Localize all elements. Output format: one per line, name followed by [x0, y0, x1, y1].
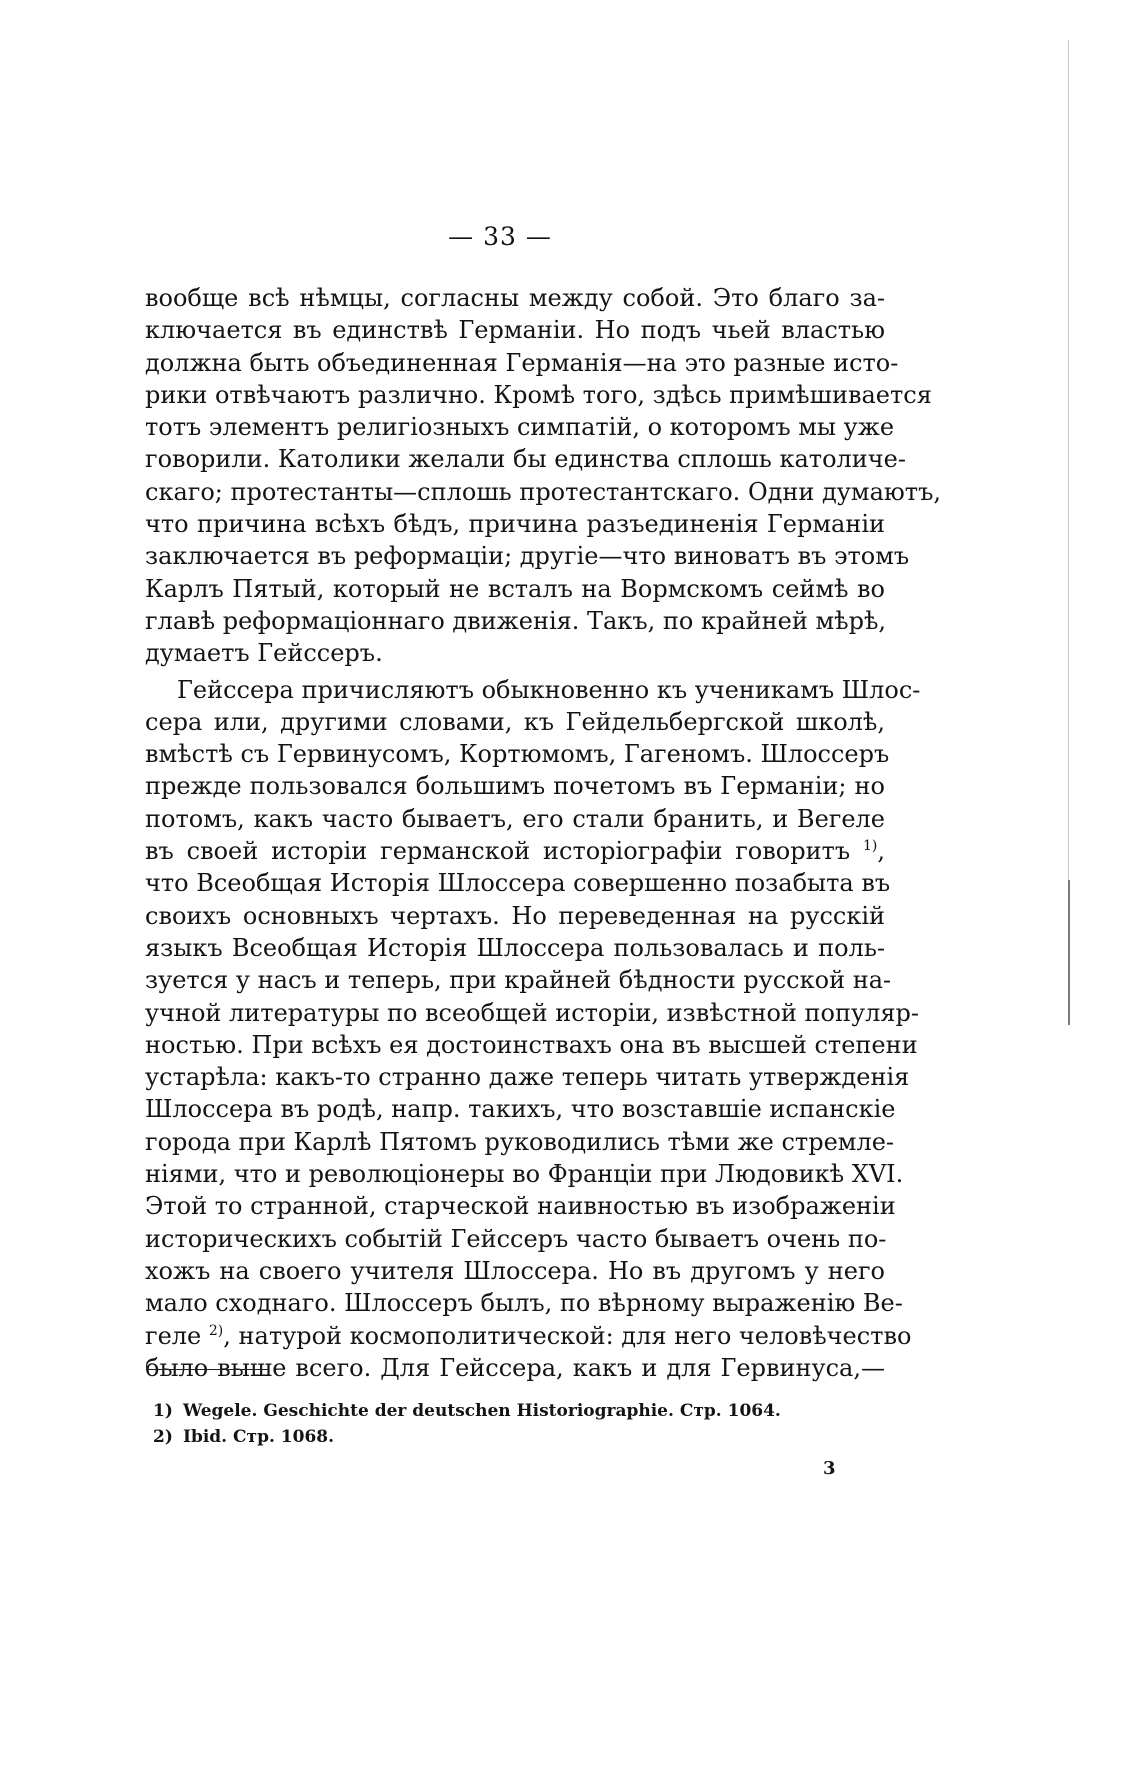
text-line: своихъ основныхъ чертахъ. Но переведенная на русскій — [145, 901, 885, 930]
text-line: тотъ элементъ религіозныхъ симпатій, о которомъ мы уже — [145, 413, 895, 442]
text-line: вообще всѣ нѣмцы, согласны между собой. Это благо за- — [145, 284, 885, 312]
body-text — [145, 282, 941, 1384]
text-line: хожъ на своего учителя Шлоссера. Но въ другомъ у него — [145, 1256, 885, 1285]
margin-scan-edge — [1068, 40, 1069, 1020]
text-line: говорили. Католики желали бы единства сплошь католиче- — [145, 445, 906, 474]
text-line: ніями, что и революціонеры во Франціи при Людовикѣ XVI. — [145, 1160, 904, 1189]
footnote-mark: 2) — [153, 1427, 173, 1447]
text-line: города при Карлѣ Пятомъ руководились тѣми же стремле- — [145, 1127, 895, 1156]
text-line: было выше всего. Для Гейссера, какъ и для Гервинуса,— — [145, 1353, 885, 1382]
text-line: Этой то странной, старческой наивностью въ изображеніи — [145, 1192, 896, 1221]
text-line-with-footnote-ref — [145, 1320, 912, 1352]
text-line: скаго; протестанты—сплошь протестантскаго. Одни думаютъ, — [145, 477, 941, 506]
text-line: ключается въ единствѣ Германіи. Но подъ чьей властью — [145, 316, 885, 345]
page-number: — 33 — — [448, 222, 552, 251]
text-line: Карлъ Пятый, который не всталъ на Вормскомъ сеймѣ во — [145, 574, 885, 603]
text-line: рики отвѣчаютъ различно. Кромѣ того, здѣсь примѣшивается — [145, 380, 932, 409]
text-line-with-footnote-ref — [145, 835, 885, 867]
text-segment: , натурой космополитической: для него человѣчество — [223, 1321, 912, 1350]
text-line: сера или, другими словами, къ Гейдельбергской школѣ, — [145, 707, 885, 736]
text-line: заключается въ реформаціи; другіе—что виноватъ въ этомъ — [145, 542, 910, 571]
text-line: мало сходнаго. Шлоссеръ былъ, по вѣрному выраженію Ве- — [145, 1289, 903, 1318]
footnotes — [153, 1398, 833, 1450]
footnote-separator — [146, 1369, 269, 1370]
footnote-1 — [153, 1398, 833, 1424]
footnote-ref-1: 1) — [862, 838, 878, 855]
margin-scan-edge-dark — [1068, 880, 1070, 1025]
text-line: зуется у насъ и теперь, при крайней бѣдности русской на- — [145, 966, 892, 995]
text-line: Шлоссера въ родѣ, напр. такихъ, что возставшіе испанскіе — [145, 1095, 896, 1124]
text-line: учной литературы по всеобщей исторіи, извѣстной популяр- — [145, 998, 919, 1027]
text-line: главѣ реформаціоннаго движенія. Такъ, по крайней мѣрѣ, — [145, 606, 887, 635]
footnote-text: Wegele. Geschichte der deutschen Historiographie. Стр. 1064. — [183, 1401, 781, 1421]
footnote-ref-2: 2) — [208, 1322, 224, 1339]
text-segment: геле — [145, 1321, 202, 1350]
signature-mark: 3 — [823, 1458, 836, 1479]
text-segment: , — [877, 837, 885, 866]
text-segment: въ своей исторіи германской исторіографіи говоритъ — [145, 837, 851, 866]
text-line: должна быть объединенная Германія—на это разные исто- — [145, 348, 899, 377]
text-line: историческихъ событій Гейссеръ часто бываетъ очень по- — [145, 1224, 887, 1253]
text-line: что причина всѣхъ бѣдъ, причина разъединенія Германіи — [145, 510, 885, 539]
text-line: прежде пользовался большимъ почетомъ въ Германіи; но — [145, 772, 885, 801]
text-line: Гейссера причисляютъ обыкновенно къ ученикамъ Шлос- — [177, 675, 921, 704]
footnote-2 — [153, 1424, 833, 1450]
paragraph-2 — [145, 674, 921, 1385]
footnote-text: Ibid. Стр. 1068. — [183, 1427, 335, 1447]
text-line: что Всеобщая Исторія Шлоссера совершенно позабыта въ — [145, 869, 891, 898]
text-line: вмѣстѣ съ Гервинусомъ, Кортюмомъ, Гагеномъ. Шлоссеръ — [145, 740, 890, 769]
text-line: думаетъ Гейссеръ. — [145, 639, 383, 668]
text-line: устарѣла: какъ-то странно даже теперь читать утвержденія — [145, 1063, 910, 1092]
text-line: потомъ, какъ часто бываетъ, его стали бранить, и Вегеле — [145, 804, 885, 833]
footnote-mark: 1) — [153, 1401, 173, 1421]
paragraph-1 — [145, 282, 941, 670]
text-line: языкъ Всеобщая Исторія Шлоссера пользовалась и поль- — [145, 933, 885, 962]
text-line: ностью. При всѣхъ ея достоинствахъ она въ высшей степени — [145, 1030, 918, 1059]
